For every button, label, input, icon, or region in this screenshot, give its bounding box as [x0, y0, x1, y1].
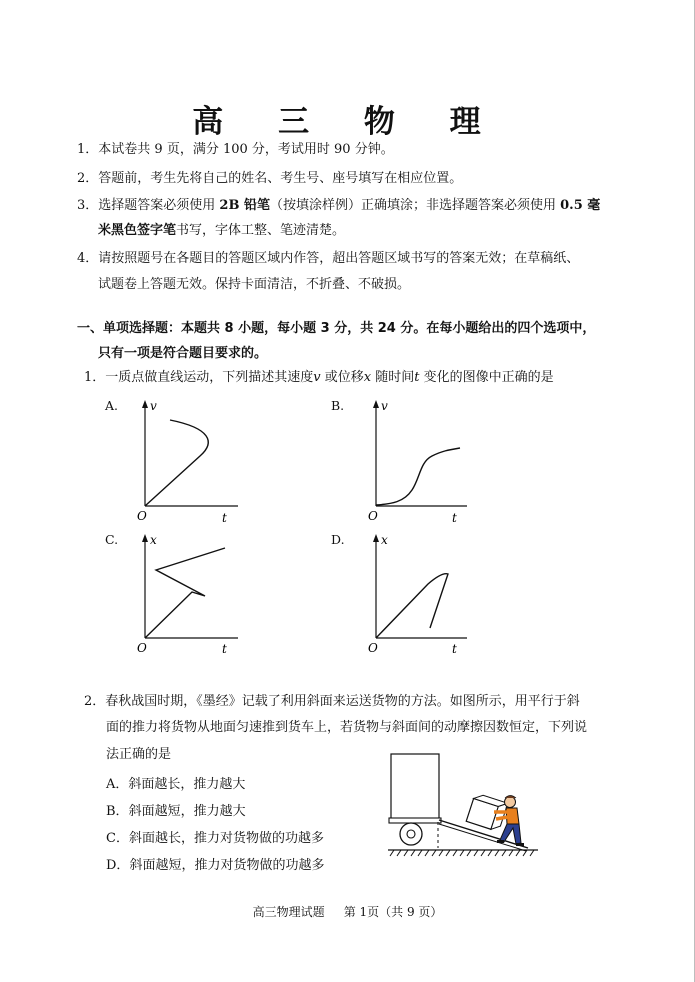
q2-stem: 2．春秋战国时期，《墨经》记载了利用斜面来运送货物的方法。如图所示，用平行于斜 [84, 694, 580, 709]
q2-option-c: C．斜面越长，推力对货物做的功越多 [106, 831, 324, 846]
instruction-4: 4．请按照题号在各题目的答题区域内作答，超出答题区域书写的答案无效；在草稿纸、 [77, 251, 580, 266]
q1-option-a-label: A. [105, 398, 119, 413]
graph-b-y-label: v [381, 399, 388, 413]
graph-d-y-label: x [381, 533, 388, 547]
q2-truck-ramp-figure [386, 750, 546, 862]
page-footer [0, 903, 695, 920]
q1-option-b-label: B. [331, 398, 345, 413]
q1-option-c-label: C. [105, 532, 119, 547]
q2-option-b: B．斜面越短，推力越大 [106, 804, 246, 819]
graph-a-origin: O [137, 509, 147, 523]
graph-c-x-label: t [222, 642, 227, 656]
page-title: 高 三 物 理 [192, 104, 503, 140]
truck-cargo-box [391, 754, 439, 820]
graph-a-y-label: v [150, 399, 157, 413]
graph-c-origin: O [137, 641, 147, 655]
q1-graph-d [362, 532, 482, 658]
q2-stem-cont-1: 面的推力将货物从地面匀速推到货车上，若货物与斜面间的动摩擦因数恒定，下列说 [106, 720, 588, 735]
graph-b-origin: O [368, 509, 378, 523]
footer-exam-name: 高三物理试题 [252, 905, 325, 919]
section-1-heading-cont: 只有一项是符合题目要求的。 [98, 346, 268, 361]
graph-d-origin: O [368, 641, 378, 655]
instruction-4-cont: 试题卷上答题无效。保持卡面清洁，不折叠、不破损。 [98, 277, 411, 292]
ground-hatching [390, 850, 534, 856]
instruction-1: 1．本试卷共 9 页，满分 100 分，考试用时 90 分钟。 [77, 142, 394, 157]
graph-b-curve [376, 448, 460, 505]
q1-graph-b [362, 398, 482, 528]
q2-stem-cont-2: 法正确的是 [106, 747, 172, 762]
section-1-heading: 一、单项选择题：本题共 8 小题，每小题 3 分，共 24 分。在每小题给出的四个选项中， [77, 321, 596, 336]
truck-bed [389, 818, 441, 823]
graph-c-y-label: x [150, 533, 157, 547]
q1-graph-c [130, 532, 250, 658]
footer-page-number: 第 1页（共 9 页） [343, 905, 443, 919]
q1-stem: 1．一质点做直线运动，下列描述其速度v 或位移x 随时间t 变化的图像中正确的是 [84, 370, 554, 385]
y-axis-arrow-icon [142, 534, 148, 542]
graph-a-curve [145, 420, 208, 506]
q1-option-d-label: D. [331, 532, 345, 547]
graph-c-curve [145, 548, 225, 638]
instruction-3-cont: 米黑色签字笔书写，字体工整、笔迹清楚。 [98, 223, 346, 238]
instruction-2: 2．答题前，考生先将自己的姓名、考生号、座号填写在相应位置。 [77, 171, 463, 186]
y-axis-arrow-icon [373, 400, 379, 408]
graph-d-x-label: t [452, 642, 457, 656]
q2-option-a: A．斜面越长，推力越大 [106, 777, 246, 792]
q2-option-d: D．斜面越短，推力对货物做的功越多 [106, 858, 325, 873]
graph-d-curve [376, 574, 448, 638]
graph-b-x-label: t [452, 511, 457, 525]
y-axis-arrow-icon [373, 534, 379, 542]
truck-wheel-hub [407, 830, 415, 838]
y-axis-arrow-icon [142, 400, 148, 408]
instruction-3: 3．选择题答案必须使用 2B 铅笔（按填涂样例）正确填涂；非选择题答案必须使用 0.5 毫 [77, 198, 601, 213]
graph-a-x-label: t [222, 511, 227, 525]
q1-graph-a [130, 398, 250, 528]
